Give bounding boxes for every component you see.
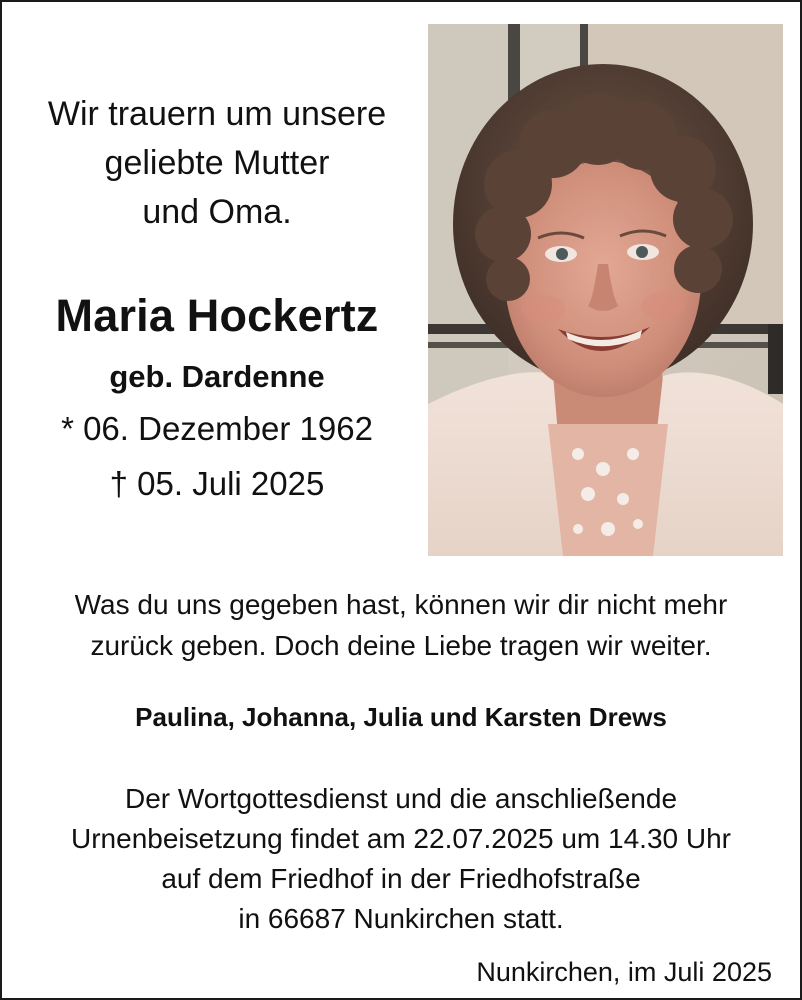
birth-name: geb. Dardenne [109, 359, 325, 394]
quote-line: Was du uns gegeben hast, können wir dir nicht mehr [74, 589, 728, 620]
service-line: Urnenbeisetzung findet am 22.07.2025 um 14.30 Uhr [71, 823, 731, 854]
portrait-photo [428, 24, 783, 556]
service-line: Der Wortgottesdienst und die anschließende [124, 783, 678, 814]
deceased-name: Maria Hockertz [55, 290, 379, 341]
intro-line: geliebte Mutter [104, 144, 330, 182]
intro-line: Wir trauern um unsere [47, 95, 387, 133]
service-details [12, 779, 790, 939]
birth-date: * 06. Dezember 1962 [61, 410, 373, 447]
place-date-closing: Nunkirchen, im Juli 2025 [476, 957, 772, 987]
family-names: Paulina, Johanna, Julia und Karsten Drews [135, 702, 667, 732]
service-line: auf dem Friedhof in der Friedhofstraße [161, 863, 641, 894]
quote-line: zurück geben. Doch deine Liebe tragen wir weiter. [90, 630, 712, 661]
mourning-intro [20, 90, 414, 237]
memorial-quote [12, 584, 790, 666]
intro-line: und Oma. [142, 193, 292, 231]
service-line: in 66687 Nunkirchen statt. [238, 903, 564, 934]
death-date: † 05. Juli 2025 [109, 465, 325, 502]
